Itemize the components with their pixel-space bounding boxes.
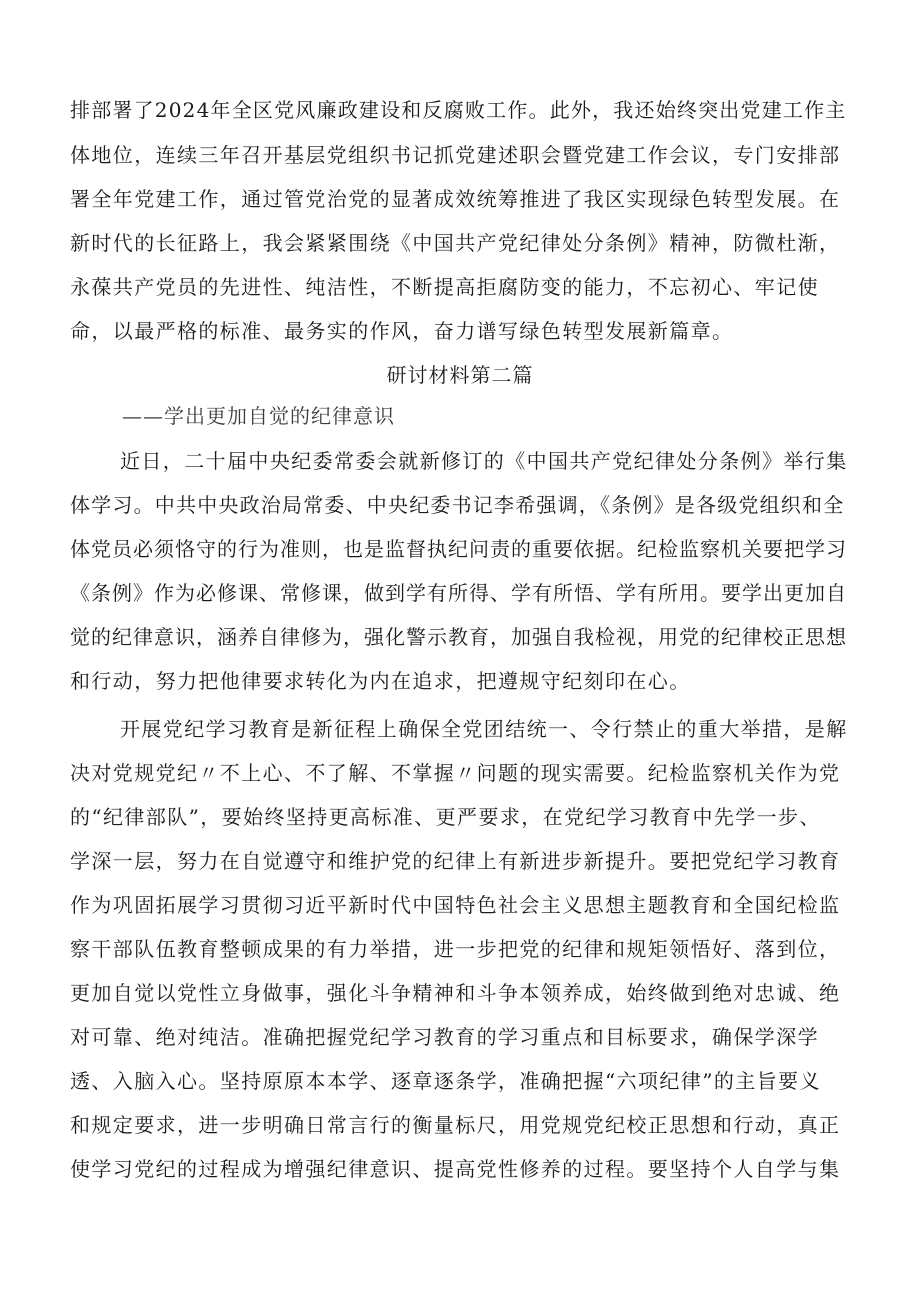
paragraph-line: 开展党纪学习教育是新征程上确保全党团结统一、令行禁止的重大举措，是解 xyxy=(120,717,848,741)
paragraph-line: 体学习。中共中央政治局常委、中央纪委书记李希强调，《条例》是各级党组织和全 xyxy=(70,493,845,517)
paragraph-line: 察干部队伍教育整顿成果的有力举措，进一步把党的纪律和规矩领悟好、落到位， xyxy=(70,937,841,961)
paragraph-line: 和行动，努力把他律要求转化为内在追求，把遵规守纪刻印在心。 xyxy=(70,669,691,693)
paragraph-line: 的“纪律部队”，要始终坚持更高标准、更严要求，在党纪学习教育中先学一步、 xyxy=(70,805,821,829)
paragraph-line: 近日，二十届中央纪委常委会就新修订的《中国共产党纪律处分条例》举行集 xyxy=(120,449,848,473)
paragraph-line: 《条例》作为必修课、常修课，做到学有所得、学有所悟、学有所用。要学出更加自 xyxy=(70,581,847,605)
paragraph-line: 学深一层，努力在自觉遵守和维护党的纪律上有新进步新提升。要把党纪学习教育 xyxy=(70,849,841,873)
paragraph-line: 对可靠、绝对纯洁。准确把握党纪学习教育的学习重点和目标要求，确保学深学 xyxy=(70,1025,819,1049)
paragraph-line: 使学习党纪的过程成为增强纪律意识、提高党性修养的过程。要坚持个人自学与集 xyxy=(70,1157,841,1181)
intro-line: 新时代的长征路上，我会紧紧围绕《中国共产党纪律处分条例》精神，防微杜渐， xyxy=(70,231,841,255)
intro-line: 命，以最严格的标准、最务实的作风，奋力谱写绿色转型发展新篇章。 xyxy=(70,319,734,343)
paragraph-line: 体党员必须恪守的行为准则，也是监督执纪问责的重要依据。纪检监察机关要把学习 xyxy=(70,537,847,561)
paragraph-line: 决对党规党纪〃不上心、不了解、不掌握〃问题的现实需要。纪检监察机关作为党 xyxy=(70,761,841,785)
intro-line: 体地位，连续三年召开基层党组织书记抓党建述职会暨党建工作会议，专门安排部 xyxy=(70,143,841,167)
section-title: 研讨材料第二篇 xyxy=(386,363,534,387)
paragraph-line: 更加自觉以党性立身做事，强化斗争精神和斗争本领养成，始终做到绝对忠诚、绝 xyxy=(70,981,841,1005)
intro-line: 排部署了2024年全区党风廉政建设和反腐败工作。此外，我还始终突出党建工作主 xyxy=(70,98,847,122)
intro-line: 永葆共产党员的先进性、纯洁性，不断提高拒腐防变的能力，不忘初心、牢记使 xyxy=(70,275,819,299)
paragraph-line: 觉的纪律意识，涵养自律修为，强化警示教育，加强自我检视，用党的纪律校正思想 xyxy=(70,625,847,649)
intro-line: 署全年党建工作，通过管党治党的显著成效统筹推进了我区实现绿色转型发展。在 xyxy=(70,187,841,211)
paragraph-line: 和规定要求，进一步明确日常言行的衡量标尺，用党规党纪校正思想和行动，真正 xyxy=(70,1113,841,1137)
paragraph-line: 透、入脑入心。坚持原原本本学、逐章逐条学，准确把握“六项纪律”的主旨要义 xyxy=(70,1069,821,1093)
paragraph-line: 作为巩固拓展学习贯彻习近平新时代中国特色社会主义思想主题教育和全国纪检监 xyxy=(70,893,841,917)
section-subtitle: ——学出更加自觉的纪律意识 xyxy=(122,404,395,428)
